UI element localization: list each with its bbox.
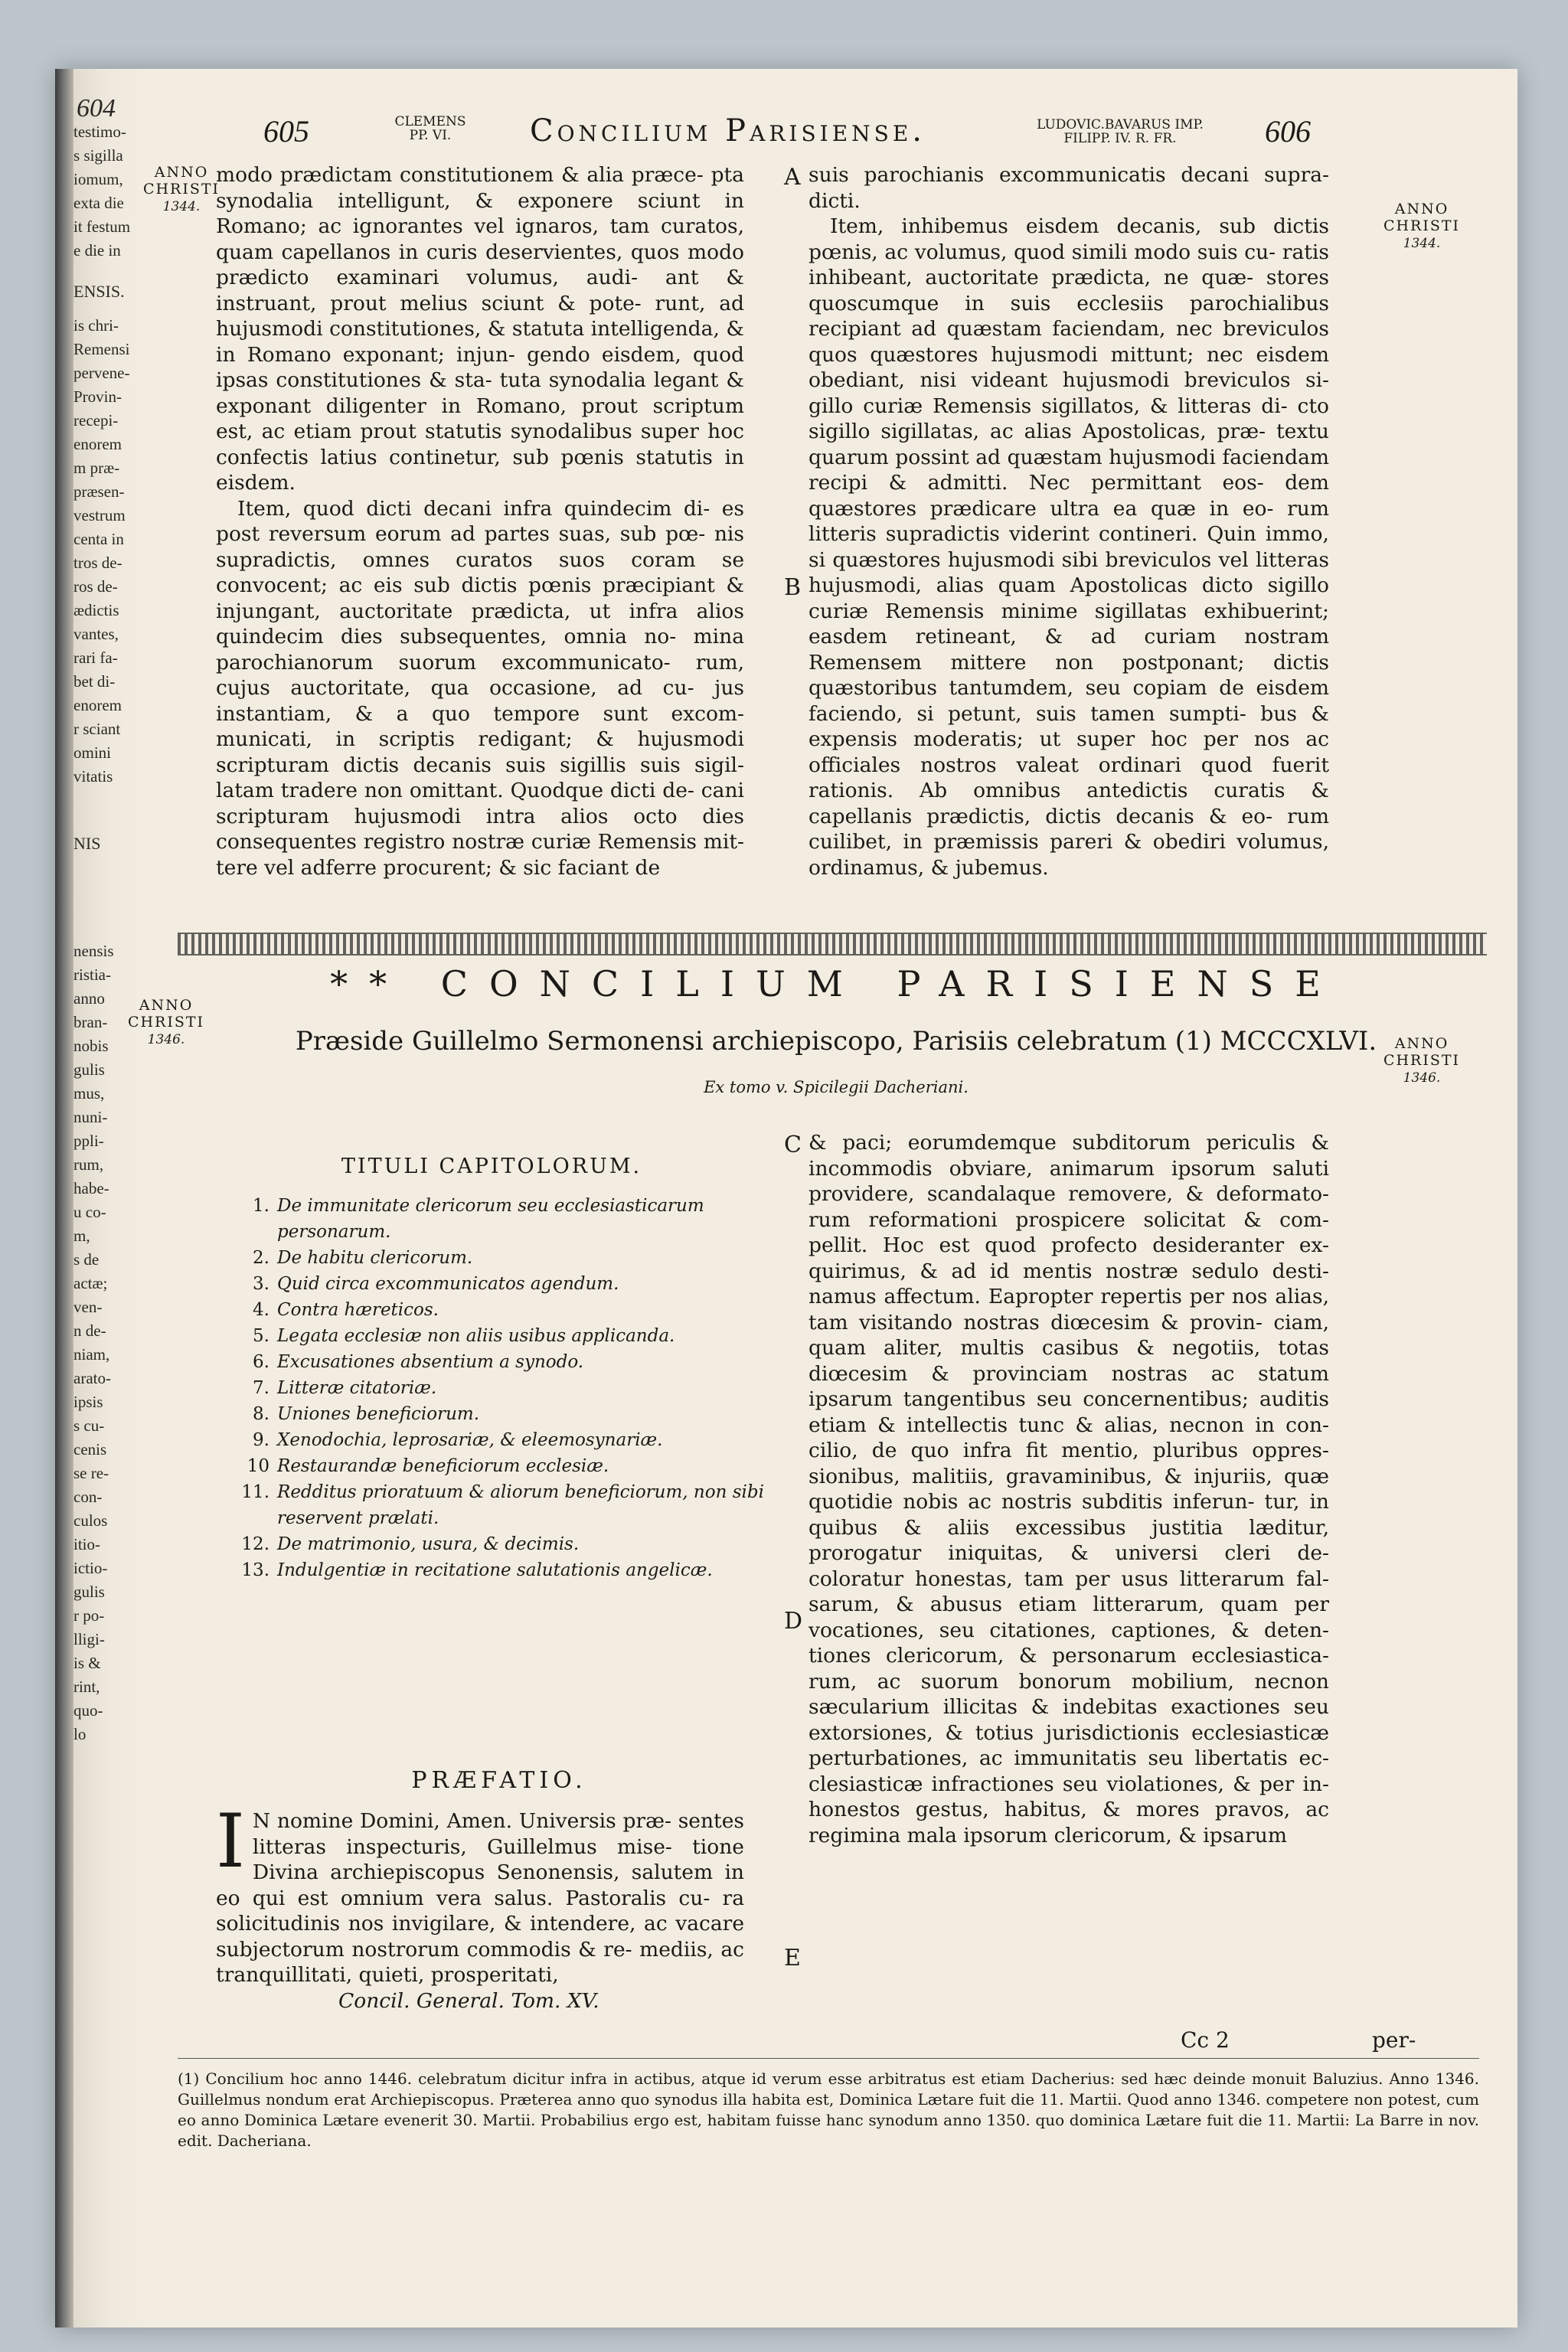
edge-line: lligi- [74,1630,105,1648]
bottom-right-column [808,1130,1329,1848]
edge-line: habe- [74,1179,109,1197]
edge-line: enorem [74,696,122,714]
edge-line: m præ- [74,459,120,477]
year-label: 1346. [147,1032,185,1047]
toc-number: 5. [253,1326,270,1346]
king-emperor: LUDOVIC.BAVARUS IMP. [1037,117,1204,132]
pope-number: PP. VI. [409,128,452,143]
edge-line: ædictis [74,601,119,619]
edge-line: centa in [74,530,124,548]
christi-label: CHRISTI [1383,1052,1461,1069]
toc-item [239,1271,821,1297]
christi-label: CHRISTI [1383,217,1461,234]
signature-mark: Cc 2 [1181,2027,1230,2053]
toc-title: Legata ecclesiæ non aliis usibus applicanda. [277,1326,675,1346]
toc-item [239,1427,821,1453]
edge-line: vantes, [74,625,119,643]
toc-title: Contra hæreticos. [277,1300,439,1320]
edge-line: enorem [74,435,122,453]
year-label: 1346. [1403,1070,1441,1086]
paragraph: Item, inhibemus eisdem decanis, sub dictis pœnis, ac volumus, quod simili modo suis cu- ratis inhibeant, auctoritate prædicta, ne quæ- stores quoscumque in suis ecclesiis parochialibus recipiant ad quæstam faciendam, nec breviculos quos quæstores hujusmodi mittunt; nec eisdem obediant, nisi videant hujusmodi breviculos si- gillo curiæ Remensis sigillatos, & litteras di- cto sigillo sigillatas, ac alias Apostolicas, præ- textu quarum possint ad quæstam hujusmodi faciendam recipi & admitti. Nec permittant eos- dem quæstores prædicare ultra ea quæ in eo- rum litteris supradictis viderint contineri. Quin immo, si quæstores hujusmodi sibi breviculos vel litteras hujusmodi, alias quam Apostolicas dicto sigillo curiæ Remensis minime sigillatas exhibuerint; easdem retineant, & ad curiam nostram Remensem mittere non postponant; dictis quæstoribus tantumdem, seu copiam de eisdem faciendo, si petunt, suis tamen sumpti- bus & expensis moderatis; ut super hoc per nos ac officiales nostros valeat ordinari quod fuerit rationis. Ab omnibus antedictis curatis & capellanis prædictis, dictis decanis & eo- rum cuilibet, in præmissis pareri & obediri volumus, ordinamus, & jubemus. [808,214,1329,880]
margin-note-1344-right [1372,201,1472,252]
year-label: 1344. [1403,236,1441,251]
section-letter-e: E [784,1945,801,1971]
year-label: 1344. [162,199,201,214]
edge-line: s de [74,1250,100,1269]
edge-line: e die in [74,241,121,260]
toc-item [239,1401,821,1427]
edge-line: quo- [74,1701,103,1720]
preface-heading: PRÆFATIO. [411,1767,587,1794]
edge-line: ven- [74,1298,103,1316]
page-number-right: 606 [1265,114,1311,149]
edge-line: is chri- [74,316,119,335]
edge-line: niam, [74,1345,110,1364]
footnote-rule [178,2058,1479,2059]
toc-item [239,1479,821,1531]
section-letter-a: A [784,164,801,191]
binding-edge [55,69,74,2328]
toc-number: 9. [253,1430,270,1450]
edge-line: exta die [74,194,124,212]
toc-number: 11. [241,1482,270,1502]
toc-title: De habitu clericorum. [277,1248,473,1268]
toc-title: De matrimonio, usura, & decimis. [277,1534,580,1554]
toc-number: 7. [253,1378,270,1398]
edge-line: m, [74,1227,90,1245]
toc-item [239,1349,821,1375]
king-france: FILIPP. IV. R. FR. [1063,131,1177,146]
right-page [127,69,1494,2328]
toc-title: Xenodochia, leprosariæ, & eleemosynariæ. [277,1430,663,1450]
toc-number: 13. [241,1560,270,1580]
edge-line: nensis [74,942,114,960]
edge-line: arato- [74,1369,111,1387]
toc-number: 10 [247,1456,270,1476]
paragraph: Item, quod dicti decani infra quindecim di- es post reversum eorum ad partes suas, sub pœ- nis supradictis, omnes curatos suos coram se convocent; ac eis sub dictis pœnis præcipiant & injungant, auctoritate prædicta, ut infra alios quindecim dies subsequentes, omnia no- mina parochianorum suorum excommunicato- rum, cujus auctoritate, qua occasione, ad cu- jus instantiam, & a quo tempore sunt excom- municati, in scriptis redigant; & hujusmodi scripturam dictis decanis suis sigillis suis sigil- latam tradere non omittant. Quodque dicti de- cani scripturam hujusmodi intra alios octo dies consequentes registro nostræ curiæ Remensis mit- tere vel adferre procurent; & sic faciant de [216,496,744,880]
anno-label: ANNO [154,164,209,181]
pope-name: CLEMENS [394,114,466,129]
running-title: Concilium Parisiense. [530,113,926,149]
paragraph: & paci; eorumdemque subditorum periculis & incommodis obviare, animarum ipsorum saluti providere, scandalaque removere, & deformato- rum reformationi prospicere solicitat & com- pellit. Hoc est quod profecto desideranter ex- quirimus, & ad id mentis nostræ sedulo desti- namus affectum. Eapropter repertis per nos alias, tam visitando nostras diœcesim & provin- ciam, quam aliter, multis casibus & negotiis, totas diœcesim & provinciam nostras ac statum ipsarum tangentibus seu concernentibus; auditis etiam & intellectis tunc & alias, necnon in con- cilio, de quo infra fit mentio, pluribus oppres- sionibus, malitiis, gravaminibus, & injuriis, quæ quotidie nobis ac nostris subditis inferun- tur, in quibus & aliis excessibus justitia læditur, prorogatur iniquitas, & universi cleri de- coloratur honestas, tam per usus litterarum fal- sarum, & abusus etiam litterarum, quam per vocationes, seu citationes, captiones, & deten- tiones clericorum, & personarum ecclesiastica- rum, ac suorum bonorum mobilium, necnon sæcularium illicitas & indebitas exactiones seu extorsiones, & totius jurisdictionis ecclesiasticæ perturbationes, ac immunitatis seu libertatis ec- clesiasticæ infractiones seu violationes, & per in- honestos gestus, habitus, & mores pravos, ac regimina mala ipsorum clericorum, & ipsarum [808,1131,1329,1847]
toc-item [239,1453,821,1479]
edge-line: cenis [74,1440,107,1459]
edge-line: bet di- [74,672,116,691]
book-page [55,69,1517,2328]
edge-line: rint, [74,1677,100,1696]
edge-line: n de- [74,1321,106,1340]
paragraph: modo prædictam constitutionem & alia præce- pta synodalia intelligunt, & exponere sciunt in Romano; ac ignorantes vel ignaros, tam curatos, quam capellanos in curis deservientes, quos modo prædicto examinari volumus, audi- ant & instruant, prout melius sciunt & pote- runt, ad hujusmodi constitutiones, & statuta intelligenda, & in Romano exponant; injun- gendo eisdem, quod ipsas constitutiones & sta- tuta synodalia legant & exponant diligenter in Romano, prout scriptum est, ac etiam prout statutis synodalibus super hoc confectis latius continetur, sub pœnis statutis in eisdem. [216,163,744,495]
toc-item [239,1531,821,1557]
toc-title: Redditus prioratuum & aliorum beneficiorum, non sibi reservent prælati. [277,1482,764,1528]
toc-number: 3. [253,1274,270,1294]
edge-line: ristia- [74,965,111,984]
left-edge-lines-mid [74,314,133,789]
edge-line: con- [74,1488,103,1506]
edge-line: vestrum [74,506,126,524]
edge-line: ppli- [74,1132,104,1150]
catchword: per- [1372,2027,1416,2053]
paragraph: suis parochianis excommunicatis decani supra- dicti. [808,163,1329,213]
section-letter-d: D [784,1608,803,1635]
edge-line: s sigilla [74,146,123,165]
toc-title: Uniones beneficiorum. [277,1404,480,1424]
council-subtitle: Præside Guillelmo Sermonensi archiepiscopo, Parisiis celebratum (1) MCCCXLVI. [295,1026,1377,1057]
council-title: ** CONCILIUM PARISIENSE [330,963,1342,1004]
toc-heading: TITULI CAPITOLORUM. [341,1155,642,1178]
edge-line: r sciant [74,720,121,738]
signature-line: Concil. General. Tom. XV. [338,1988,599,2013]
edge-line: omini [74,743,112,762]
drop-cap: I [216,1798,245,1884]
top-left-column [216,162,744,880]
toc-title: Excusationes absentium a synodo. [277,1352,584,1372]
edge-line: is & [74,1654,101,1672]
pope-label [384,115,476,142]
toc-item [239,1323,821,1349]
toc-item [239,1375,821,1401]
edge-line: it festum [74,217,131,236]
toc-item [239,1245,821,1271]
edge-line: u co- [74,1203,106,1221]
toc-title: Quid circa excommunicatos agendum. [277,1274,619,1294]
edge-line: culos [74,1511,108,1530]
toc-number: 1. [253,1196,270,1216]
edge-line: Provin- [74,387,122,406]
left-edge-lines-top [74,120,133,263]
toc-title: Indulgentiæ in recitatione salutationis angelicæ. [277,1560,713,1580]
left-page-number: 604 [77,94,116,122]
edge-line: Remensi [74,340,130,358]
toc-title: Restaurandæ beneficiorum ecclesiæ. [277,1456,609,1476]
edge-line: nobis [74,1037,109,1055]
margin-note-1344-left [139,164,224,215]
table-of-contents [239,1193,821,1583]
edge-line: mus, [74,1084,105,1102]
section-letter-c: C [784,1132,802,1158]
anno-label: ANNO [1394,201,1449,217]
king-label [1009,118,1231,145]
paragraph: N nomine Domini, Amen. Universis præ- sentes litteras inspecturis, Guillelmus mise- tione Divina archiepiscopus Senonensis, salutem in eo qui est omnium vera salus. Pastoralis cu- ra solicitudinis nos invigilare, & intendere, ac vacare subjectorum nostrorum commodis & re- mediis, ac tranquillitati, quieti, prosperitati, [216,1809,744,1987]
christi-label: CHRISTI [127,1014,205,1031]
toc-item [239,1297,821,1323]
footnote: (1) Concilium hoc anno 1446. celebratum dicitur infra in actibus, atque id verum esse arbitratus est etiam Dacherius: sed hæc deinde monuit Baluzius. Anno 1346. Guillelmus nondum erat Archiepiscopus. Præterea anno quo synodus illa habita est, Dominica Lætare fuit die 11. Martii. Quod anno 1346. competere non potest, cum eo anno Dominica Lætare evenerit 30. Martii. Probabilius ergo est, habitam fuisse hanc synodum anno 1350. quo dominica Lætare fuit die 11. Martii: La Barre in nov. edit. Dacheriana. [178,2069,1479,2150]
edge-line: lo [74,1725,87,1743]
toc-number: 2. [253,1248,270,1268]
toc-number: 4. [253,1300,270,1320]
toc-number: 6. [253,1352,270,1372]
edge-line: anno [74,989,105,1008]
edge-line: s cu- [74,1416,105,1435]
toc-number: 8. [253,1404,270,1424]
left-edge-lines-bottom [74,939,133,1746]
section-letter-b: B [784,574,802,601]
edge-line: r po- [74,1606,105,1625]
left-page-edge [74,69,133,2328]
edge-line: actæ; [74,1274,108,1292]
edge-line: rari fa- [74,648,118,667]
top-right-column [808,162,1329,880]
edge-line: testimo- [74,122,126,141]
edge-line: bran- [74,1013,108,1031]
edge-line: ictio- [74,1559,108,1577]
page-number-left: 605 [263,114,309,149]
anno-label: ANNO [139,997,194,1014]
toc-item [239,1193,821,1245]
edge-line: præsen- [74,482,125,501]
edge-line: iomum, [74,170,123,188]
edge-line: vitatis [74,767,113,786]
toc-number: 12. [241,1534,270,1554]
edge-line: rum, [74,1155,104,1174]
edge-line: recepi- [74,411,119,430]
ornament-rule [178,933,1487,956]
edge-line: gulis [74,1060,105,1079]
christi-label: CHRISTI [142,181,220,198]
edge-line: ipsis [74,1393,103,1411]
toc-item [239,1557,821,1583]
margin-note-1346-left [116,997,216,1048]
edge-line: pervene- [74,364,130,382]
edge-line: se re- [74,1464,109,1482]
edge-line: tros de- [74,554,122,572]
left-edge-heading-2: NIS [74,834,101,853]
preface-column [216,1798,744,2014]
source-note: Ex tomo v. Spicilegii Dacheriani. [704,1078,969,1096]
anno-label: ANNO [1394,1035,1449,1052]
edge-line: gulis [74,1583,105,1601]
toc-title: Litteræ citatoriæ. [277,1378,437,1398]
edge-line: ros de- [74,577,118,596]
left-edge-heading: ENSIS. [74,282,125,301]
edge-line: itio- [74,1535,100,1553]
toc-title: De immunitate clericorum seu ecclesiasticarum personarum. [277,1196,704,1242]
edge-line: nuni- [74,1108,108,1126]
